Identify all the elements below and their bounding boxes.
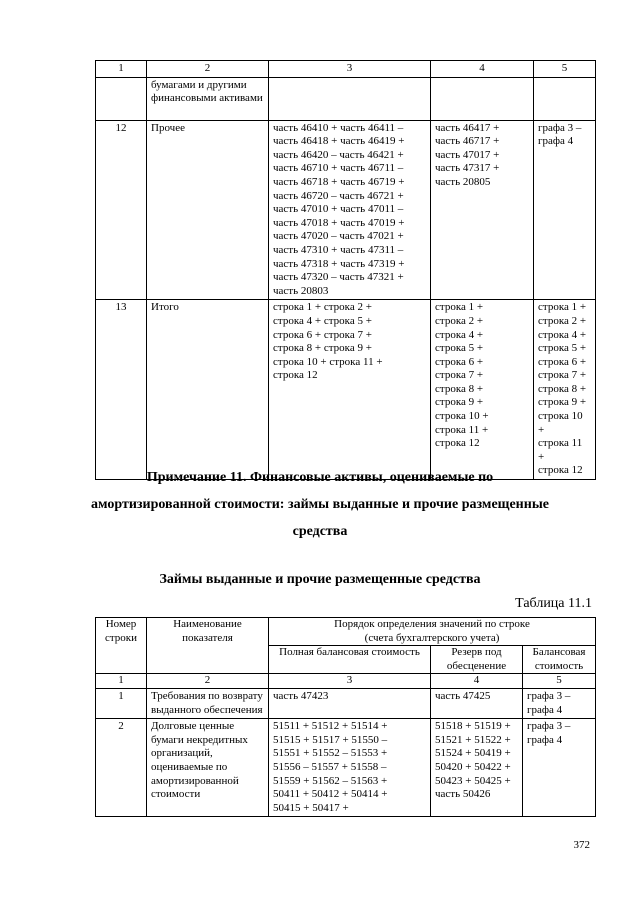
formula-line: часть 46717 + <box>435 135 500 148</box>
formula-line: строка 1 + <box>538 301 587 314</box>
row-formula <box>523 688 596 718</box>
formula-line: графа 4 <box>538 135 574 148</box>
header-indicator-name: Наименование показателя <box>147 618 269 674</box>
column-number: 5 <box>534 61 596 78</box>
row-formula <box>534 300 596 480</box>
header-reserve: Резерв под обесценение <box>431 646 523 674</box>
row-accounts-full <box>269 688 431 718</box>
row-accounts-reserve <box>431 300 534 480</box>
formula-line: строка 10 + строка 11 + <box>273 355 383 368</box>
formula-line: часть 20803 <box>273 284 329 297</box>
row-number: 12 <box>96 120 147 300</box>
row-number <box>96 77 147 120</box>
formula-line: часть 20805 <box>435 175 491 188</box>
header-order <box>269 618 596 646</box>
formula-line: графа 3 – <box>527 720 571 733</box>
row-number: 13 <box>96 300 147 480</box>
formula-line: 51511 + 51512 + 51514 + <box>273 720 388 733</box>
loans-table <box>95 617 596 817</box>
formula-line: часть 47310 + часть 47311 – <box>273 243 404 256</box>
formula-line: 51559 + 51562 – 51563 + <box>273 774 388 787</box>
header-order-line: (счета бухгалтерского учета) <box>364 631 500 644</box>
formula-line: часть 47318 + часть 47319 + <box>273 257 405 270</box>
formula-line: часть 46420 – часть 46421 + <box>273 148 404 161</box>
header-balance-value: Балансовая стоимость <box>523 646 596 674</box>
row-accounts-reserve <box>431 688 523 718</box>
formula-line: часть 50426 <box>435 788 491 801</box>
table-row <box>96 300 596 480</box>
column-number: 1 <box>96 61 147 78</box>
header-full-value: Полная балансовая стоимость <box>269 646 431 674</box>
formula-line: графа 3 – <box>538 121 582 134</box>
formula-line: часть 47425 <box>435 689 491 702</box>
formula-line: 51515 + 51517 + 51550 – <box>273 733 388 746</box>
formula-line: часть 47010 + часть 47011 – <box>273 203 404 216</box>
formula-line: 50423 + 50425 + <box>435 774 511 787</box>
row-accounts-reserve <box>431 719 523 817</box>
header-order-line: Порядок определения значений по строке <box>334 618 530 630</box>
formula-line: часть 47423 <box>273 689 329 702</box>
section-title: Займы выданные и прочие размещенные средства <box>159 572 481 587</box>
column-number: 2 <box>147 61 269 78</box>
formula-line: строка 2 + <box>538 314 587 327</box>
formula-line: строка 6 + строка 7 + <box>273 328 372 341</box>
column-number: 1 <box>96 674 147 689</box>
formula-line: 50411 + 50412 + 50414 + <box>273 788 388 801</box>
formula-line: строка 9 + <box>538 396 587 409</box>
formula-line: строка 10 + <box>435 410 489 423</box>
formula-line: часть 46418 + часть 46419 + <box>273 135 405 148</box>
formula-line: строка 6 + <box>538 355 587 368</box>
formula-line: строка 12 <box>538 464 583 477</box>
formula-line: часть 47017 + <box>435 148 500 161</box>
formula-line: строка 4 + <box>538 328 587 341</box>
formula-line: строка 5 + <box>435 342 484 355</box>
formula-line: строка 12 <box>273 369 318 382</box>
column-number: 5 <box>523 674 596 689</box>
row-name: Прочее <box>147 120 269 300</box>
row-accounts-full <box>269 300 431 480</box>
table-label: Таблица 11.1 <box>515 596 592 611</box>
formula-line: часть 47018 + часть 47019 + <box>273 216 405 229</box>
table-header-row <box>96 61 596 78</box>
table-row <box>96 120 596 300</box>
note-title <box>60 464 580 545</box>
row-accounts-full <box>269 120 431 300</box>
page-number: 372 <box>573 839 590 851</box>
formula-line: 51524 + 50419 + <box>435 747 511 760</box>
formula-line: строка 6 + <box>435 355 484 368</box>
table-row <box>96 688 596 718</box>
formula-line: строка 12 <box>435 437 480 450</box>
formula-line: часть 47320 – часть 47321 + <box>273 271 404 284</box>
formula-line: 50420 + 50422 + <box>435 760 511 773</box>
row-accounts-full <box>269 719 431 817</box>
row-number: 1 <box>96 688 147 718</box>
formula-line: строка 7 + <box>538 369 587 382</box>
formula-line: строка 8 + <box>538 382 587 395</box>
formula-line: строка 9 + <box>435 396 484 409</box>
formula-line: часть 46710 + часть 46711 – <box>273 162 404 175</box>
formula-line: 51556 – 51557 + 51558 – <box>273 760 387 773</box>
table-row <box>96 719 596 817</box>
column-number: 3 <box>269 61 431 78</box>
formula-line: 51521 + 51522 + <box>435 733 511 746</box>
formula-line: строка 1 + строка 2 + <box>273 301 372 314</box>
note-title-line: Примечание 11. Финансовые активы, оцениваемые по <box>146 470 494 485</box>
formula-line: строка 11 + <box>435 423 489 436</box>
formula-line: графа 3 – <box>527 689 571 702</box>
row-accounts-reserve <box>431 120 534 300</box>
formula-line: часть 46720 – часть 46721 + <box>273 189 404 202</box>
row-accounts-reserve <box>431 77 534 120</box>
formula-line: строка 1 + <box>435 301 484 314</box>
formula-line: часть 46410 + часть 46411 – <box>273 121 404 134</box>
table-header-row <box>96 618 596 646</box>
formula-line: часть 46718 + часть 46719 + <box>273 175 405 188</box>
formula-line: часть 47317 + <box>435 162 500 175</box>
formula-line: строка 10 + <box>538 410 583 436</box>
row-formula <box>534 120 596 300</box>
note-title-line: средства <box>292 524 348 539</box>
formula-line: графа 4 <box>527 733 563 746</box>
row-name: Требования по возврату выданного обеспечения <box>147 688 269 718</box>
table-row <box>96 77 596 120</box>
formula-line: строка 2 + <box>435 314 484 327</box>
formula-line: 50415 + 50417 + <box>273 801 349 814</box>
formula-line: строка 4 + <box>435 328 484 341</box>
row-accounts-full <box>269 77 431 120</box>
row-formula <box>534 77 596 120</box>
row-name: бумагами и другими финансовыми активами <box>147 77 269 120</box>
table-column-numbers <box>96 674 596 689</box>
formula-line: строка 4 + строка 5 + <box>273 314 372 327</box>
formula-line: строка 8 + <box>435 382 484 395</box>
column-number: 3 <box>269 674 431 689</box>
header-row-number: Номер строки <box>96 618 147 674</box>
note-title-line: амортизированной стоимости: займы выданные и прочие размещенные <box>91 497 549 512</box>
column-number: 4 <box>431 61 534 78</box>
column-number: 4 <box>431 674 523 689</box>
column-number: 2 <box>147 674 269 689</box>
formula-line: часть 46417 + <box>435 121 500 134</box>
formula-line: строка 8 + строка 9 + <box>273 342 372 355</box>
row-formula <box>523 719 596 817</box>
row-number: 2 <box>96 719 147 817</box>
row-name: Долговые ценные бумаги некредитных организаций, оцениваемые по амортизированной стоимости <box>147 719 269 817</box>
formula-line: строка 7 + <box>435 369 484 382</box>
accounts-table-continuation <box>95 60 596 480</box>
formula-line: графа 4 <box>527 703 563 716</box>
formula-line: строка 11 + <box>538 437 583 463</box>
row-name: Итого <box>147 300 269 480</box>
formula-line: часть 47020 – часть 47021 + <box>273 230 404 243</box>
formula-line: строка 5 + <box>538 342 587 355</box>
formula-line: 51551 + 51552 – 51553 + <box>273 747 388 760</box>
formula-line: 51518 + 51519 + <box>435 720 511 733</box>
